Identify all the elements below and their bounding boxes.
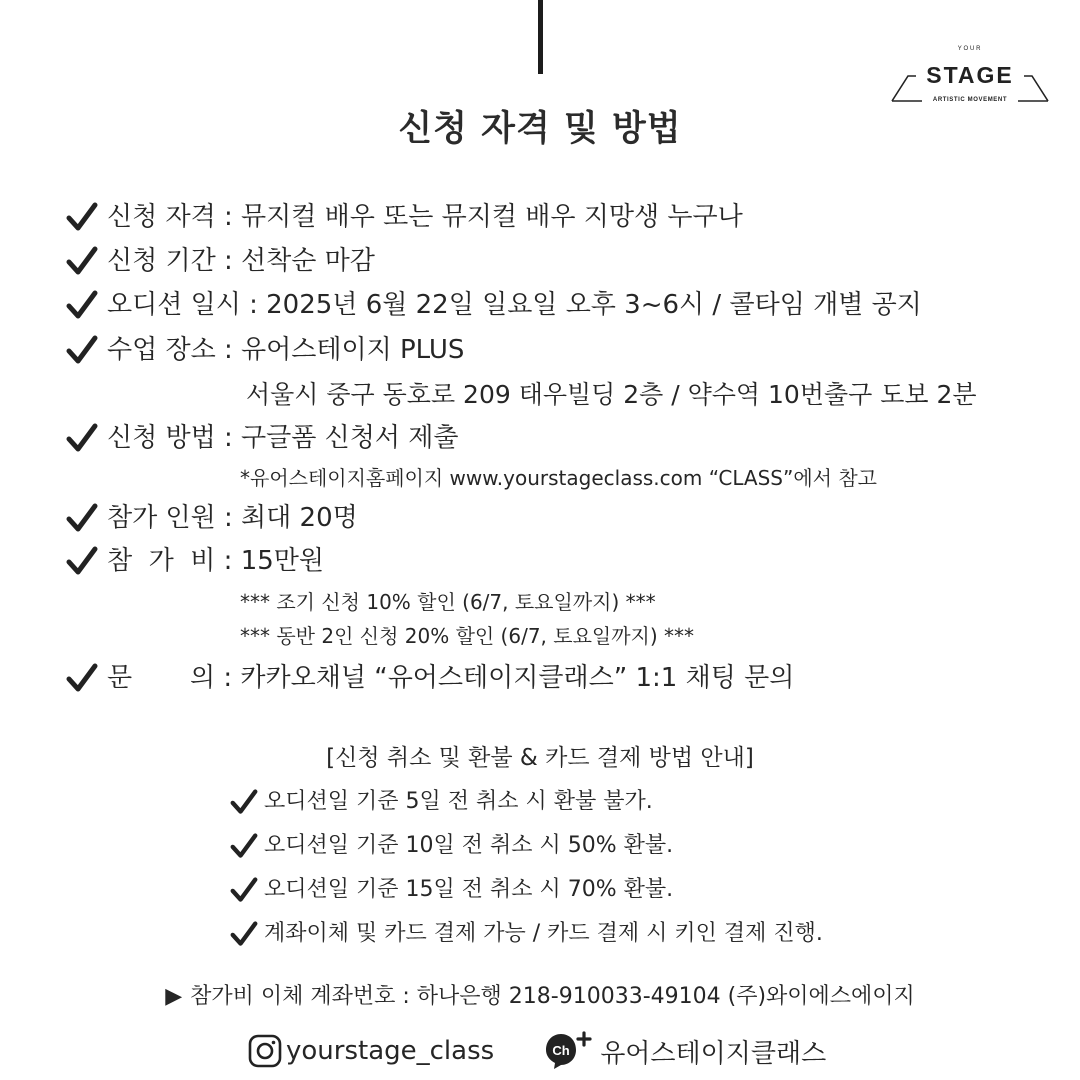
item-period: [66, 241, 375, 281]
refund-line-text: 오디션일 기준 5일 전 취소 시 환불 불가.: [264, 789, 653, 814]
logo-stage-text: STAGE: [926, 62, 1014, 88]
triangle-right-icon: ▶: [165, 984, 183, 1009]
item-value: 뮤지컬 배우 또는 뮤지컬 배우 지망생 누구나: [241, 202, 743, 232]
payment-line: [230, 917, 823, 951]
check-icon: [230, 921, 258, 947]
item-label: 문 의 :: [107, 663, 241, 693]
check-icon: [66, 335, 98, 365]
item-label: 신청 방법 :: [107, 423, 242, 453]
check-icon: [66, 290, 98, 320]
kakao-channel-name[interactable]: 유어스테이지클래스: [600, 1038, 827, 1069]
refund-line: [230, 829, 673, 863]
item-label: 참가 인원 :: [107, 503, 242, 533]
page-title: 신청 자격 및 방법: [398, 109, 682, 149]
item-value: 구글폼 신청서 제출: [241, 423, 459, 453]
check-icon: [66, 423, 98, 453]
check-icon: [230, 789, 258, 815]
logo-your-text: YOUR: [957, 46, 983, 52]
item-value: 2025년 6월 22일 일요일 오후 3~6시 / 콜타임 개별 공지: [266, 290, 922, 320]
item-label: 신청 기간 :: [107, 246, 242, 276]
instagram-icon: [248, 1034, 282, 1068]
fee-discount-early: *** 조기 신청 10% 할인 (6/7, 토요일까지) ***: [240, 590, 656, 614]
method-note: *유어스테이지홈페이지 www.yourstageclass.com “CLASS”에서 참고: [240, 466, 878, 490]
instagram-handle[interactable]: yourstage_class: [286, 1036, 495, 1066]
top-divider-line: [538, 0, 543, 74]
fee-discount-pair: *** 동반 2인 신청 20% 할인 (6/7, 토요일까지) ***: [240, 624, 695, 648]
item-location: [66, 330, 464, 370]
logo-subtitle: ARTISTIC MOVEMENT: [932, 97, 1008, 103]
item-label: 참 가 비 :: [107, 546, 241, 576]
refund-line: [230, 873, 673, 907]
item-inquiry: [66, 658, 794, 698]
payment-line-text: 계좌이체 및 카드 결제 가능 / 카드 결제 시 키인 결제 진행.: [264, 921, 823, 946]
item-eligibility: [66, 197, 743, 237]
item-value: 15만원: [240, 546, 325, 576]
check-icon: [66, 546, 98, 576]
check-icon: [66, 246, 98, 276]
item-capacity: [66, 498, 358, 538]
location-address: 서울시 중구 동호로 209 태우빌딩 2층 / 약수역 10번출구 도보 2분: [246, 380, 977, 409]
item-label: 신청 자격 :: [107, 202, 242, 232]
check-icon: [230, 833, 258, 859]
kakao-badge-text: Ch: [552, 1043, 570, 1058]
refund-line: [230, 785, 653, 819]
item-value: 카카오채널 “유어스테이지클래스” 1:1 채팅 문의: [240, 663, 795, 693]
item-audition-date: [66, 285, 922, 325]
item-value: 선착순 마감: [241, 246, 375, 276]
refund-notice-title: [신청 취소 및 환불 & 카드 결제 방법 안내]: [326, 745, 754, 771]
bank-account-text: 참가비 이체 계좌번호 : 하나은행 218-910033-49104 (주)와이에스에이지: [190, 984, 915, 1009]
item-label: 수업 장소 :: [107, 335, 242, 365]
item-label: 오디션 일시 :: [107, 290, 267, 320]
check-icon: [66, 503, 98, 533]
item-value: 최대 20명: [241, 503, 358, 533]
stage-logo: [888, 46, 1052, 108]
item-method: [66, 418, 459, 458]
kakao-channel-icon: [542, 1031, 594, 1071]
check-icon: [66, 663, 98, 693]
bank-account-line: [0, 979, 1080, 1015]
check-icon: [230, 877, 258, 903]
refund-line-text: 오디션일 기준 15일 전 취소 시 70% 환불.: [264, 877, 674, 902]
refund-line-text: 오디션일 기준 10일 전 취소 시 50% 환불.: [264, 833, 674, 858]
check-icon: [66, 202, 98, 232]
footer-contacts: [248, 1030, 826, 1072]
item-fee: [66, 541, 324, 581]
item-value: 유어스테이지 PLUS: [241, 335, 465, 365]
